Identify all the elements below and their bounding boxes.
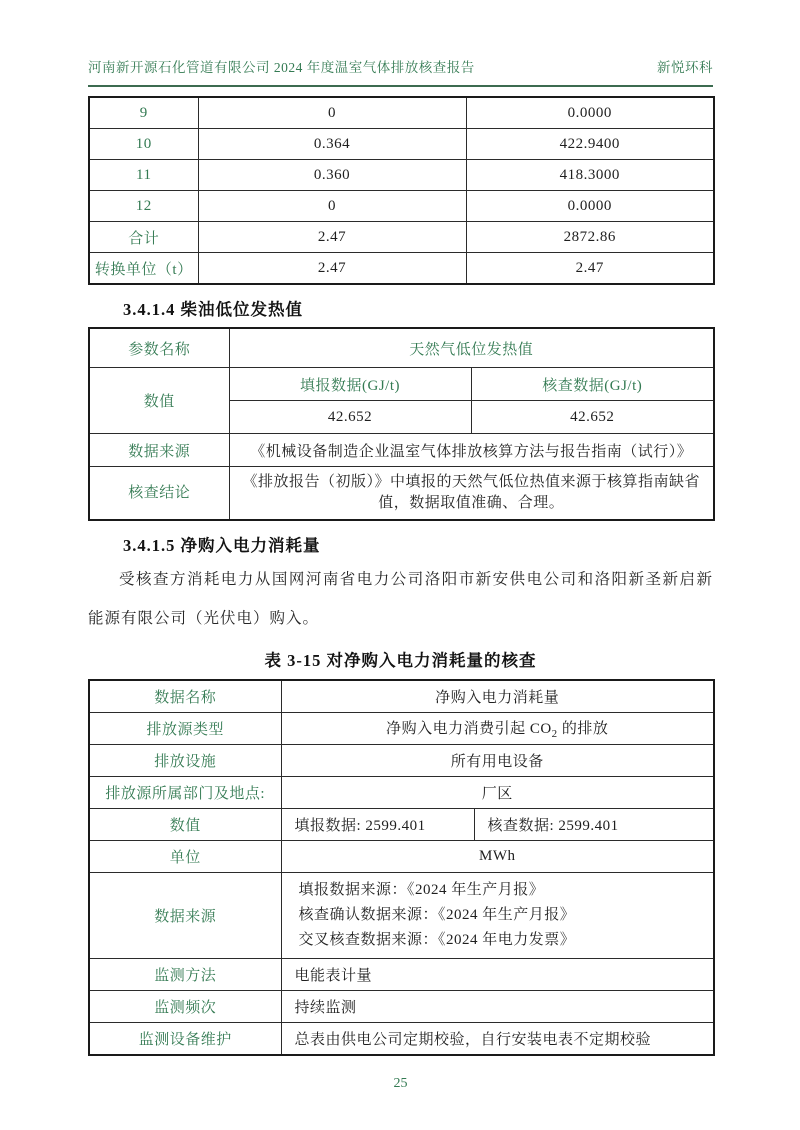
monitoring-frequency-label: 监测频次 xyxy=(89,991,281,1023)
data-source-label: 数据来源 xyxy=(89,434,229,467)
table-3-15-caption: 表 3-15 对净购入电力消耗量的核查 xyxy=(264,651,537,670)
table-row xyxy=(89,328,714,368)
table-row xyxy=(89,368,714,401)
reported-data-header: 填报数据(GJ/t) xyxy=(229,368,471,401)
table-row xyxy=(89,713,714,745)
table-row xyxy=(89,680,714,713)
data-source-line: 核查确认数据来源：《2024 年生产月报》 xyxy=(298,907,576,923)
reported-data-value: 42.652 xyxy=(229,401,471,434)
co2-subscript: 2 xyxy=(551,728,558,740)
conversion-label-cell: 转换单位（t） xyxy=(89,253,198,285)
unit-value: MWh xyxy=(281,841,714,873)
monitoring-frequency-value: 持续监测 xyxy=(281,991,714,1023)
table-row xyxy=(89,160,714,191)
paragraph-line: 能源有限公司（光伏电）购入。 xyxy=(88,610,320,627)
reported-value-cell: 填报数据: 2599.401 xyxy=(281,809,474,841)
value-cell: 418.3000 xyxy=(466,160,714,191)
unit-label: 单位 xyxy=(89,841,281,873)
data-source-label: 数据来源 xyxy=(89,873,281,959)
table-row xyxy=(89,991,714,1023)
verified-data-header: 核查数据(GJ/t) xyxy=(471,368,714,401)
verified-data-value: 42.652 xyxy=(471,401,714,434)
month-cell: 9 xyxy=(89,97,198,129)
unit-conversion-row xyxy=(89,253,714,285)
section-heading-3-4-1-5: 3.4.1.5 净购入电力消耗量 xyxy=(123,536,321,555)
data-name-label: 数据名称 xyxy=(89,680,281,713)
facility-label: 排放设施 xyxy=(89,745,281,777)
value-cell: 0.0000 xyxy=(466,97,714,129)
value-cell: 2.47 xyxy=(198,222,466,253)
report-header xyxy=(88,56,713,76)
equipment-maintenance-value: 总表由供电公司定期校验，自行安装电表不定期校验 xyxy=(281,1023,714,1056)
emission-type-value: 净购入电力消费引起 $CO_2$ 的排放 xyxy=(281,713,714,745)
department-label: 排放源所属部门及地点: xyxy=(89,777,281,809)
table-row xyxy=(89,777,714,809)
equipment-maintenance-label: 监测设备维护 xyxy=(89,1023,281,1056)
total-label-cell: 合计 xyxy=(89,222,198,253)
total-row xyxy=(89,222,714,253)
param-name-label: 参数名称 xyxy=(89,328,229,368)
table-row xyxy=(89,129,714,160)
verified-value-cell: 核查数据: 2599.401 xyxy=(474,809,714,841)
paragraph-line: 受核查方消耗电力从国网河南省电力公司洛阳市新安供电公司和洛阳新圣新启新 xyxy=(119,571,713,588)
value-cell: 2872.86 xyxy=(466,222,714,253)
table-row xyxy=(89,959,714,991)
table-row xyxy=(89,1023,714,1056)
month-cell: 10 xyxy=(89,129,198,160)
value-cell: 422.9400 xyxy=(466,129,714,160)
conclusion-label: 核查结论 xyxy=(89,467,229,521)
data-source-value xyxy=(281,873,714,959)
data-source-lines xyxy=(286,878,710,953)
data-source-value: 《机械设备制造企业温室气体排放核算方法与报告指南（试行）》 xyxy=(229,434,714,467)
value-cell: 2.47 xyxy=(466,253,714,285)
value-label: 数值 xyxy=(89,368,229,434)
value-cell: 0 xyxy=(198,191,466,222)
month-cell: 11 xyxy=(89,160,198,191)
department-value: 厂区 xyxy=(281,777,714,809)
header-company-mark: 新悦环科 xyxy=(657,60,713,75)
monitoring-method-value: 电能表计量 xyxy=(281,959,714,991)
report-title: 河南新开源石化管道有限公司 2024 年度温室气体排放核查报告 xyxy=(88,60,475,75)
value-cell: 0.364 xyxy=(198,129,466,160)
monitoring-method-label: 监测方法 xyxy=(89,959,281,991)
month-cell: 12 xyxy=(89,191,198,222)
electricity-verification-table xyxy=(88,679,715,1056)
value-cell: 0 xyxy=(198,97,466,129)
page-number: 25 xyxy=(393,1076,408,1091)
table-row xyxy=(89,97,714,129)
emission-type-label: 排放源类型 xyxy=(89,713,281,745)
heating-value-table xyxy=(88,327,715,521)
data-source-line: 填报数据来源：《2024 年生产月报》 xyxy=(298,882,545,898)
fuel-monthly-table xyxy=(88,96,715,285)
table-row xyxy=(89,191,714,222)
table-row xyxy=(89,873,714,959)
value-label: 数值 xyxy=(89,809,281,841)
value-cell: 0.360 xyxy=(198,160,466,191)
data-source-line: 交叉核查数据来源：《2024 年电力发票》 xyxy=(298,932,576,948)
data-name-value: 净购入电力消耗量 xyxy=(281,680,714,713)
table-row xyxy=(89,841,714,873)
electricity-source-paragraph xyxy=(88,565,713,634)
param-name-value: 天然气低位发热值 xyxy=(229,328,714,368)
value-cell: 0.0000 xyxy=(466,191,714,222)
header-divider xyxy=(88,85,713,87)
table-row xyxy=(89,467,714,521)
facility-value: 所有用电设备 xyxy=(281,745,714,777)
value-cell: 2.47 xyxy=(198,253,466,285)
section-heading-3-4-1-4: 3.4.1.4 柴油低位发热值 xyxy=(123,300,303,319)
table-row xyxy=(89,809,714,841)
conclusion-value: 《排放报告（初版）》中填报的天然气低位热值来源于核算指南缺省值，数据取值准确、合理。 xyxy=(229,467,714,521)
table-row xyxy=(89,745,714,777)
table-row xyxy=(89,434,714,467)
